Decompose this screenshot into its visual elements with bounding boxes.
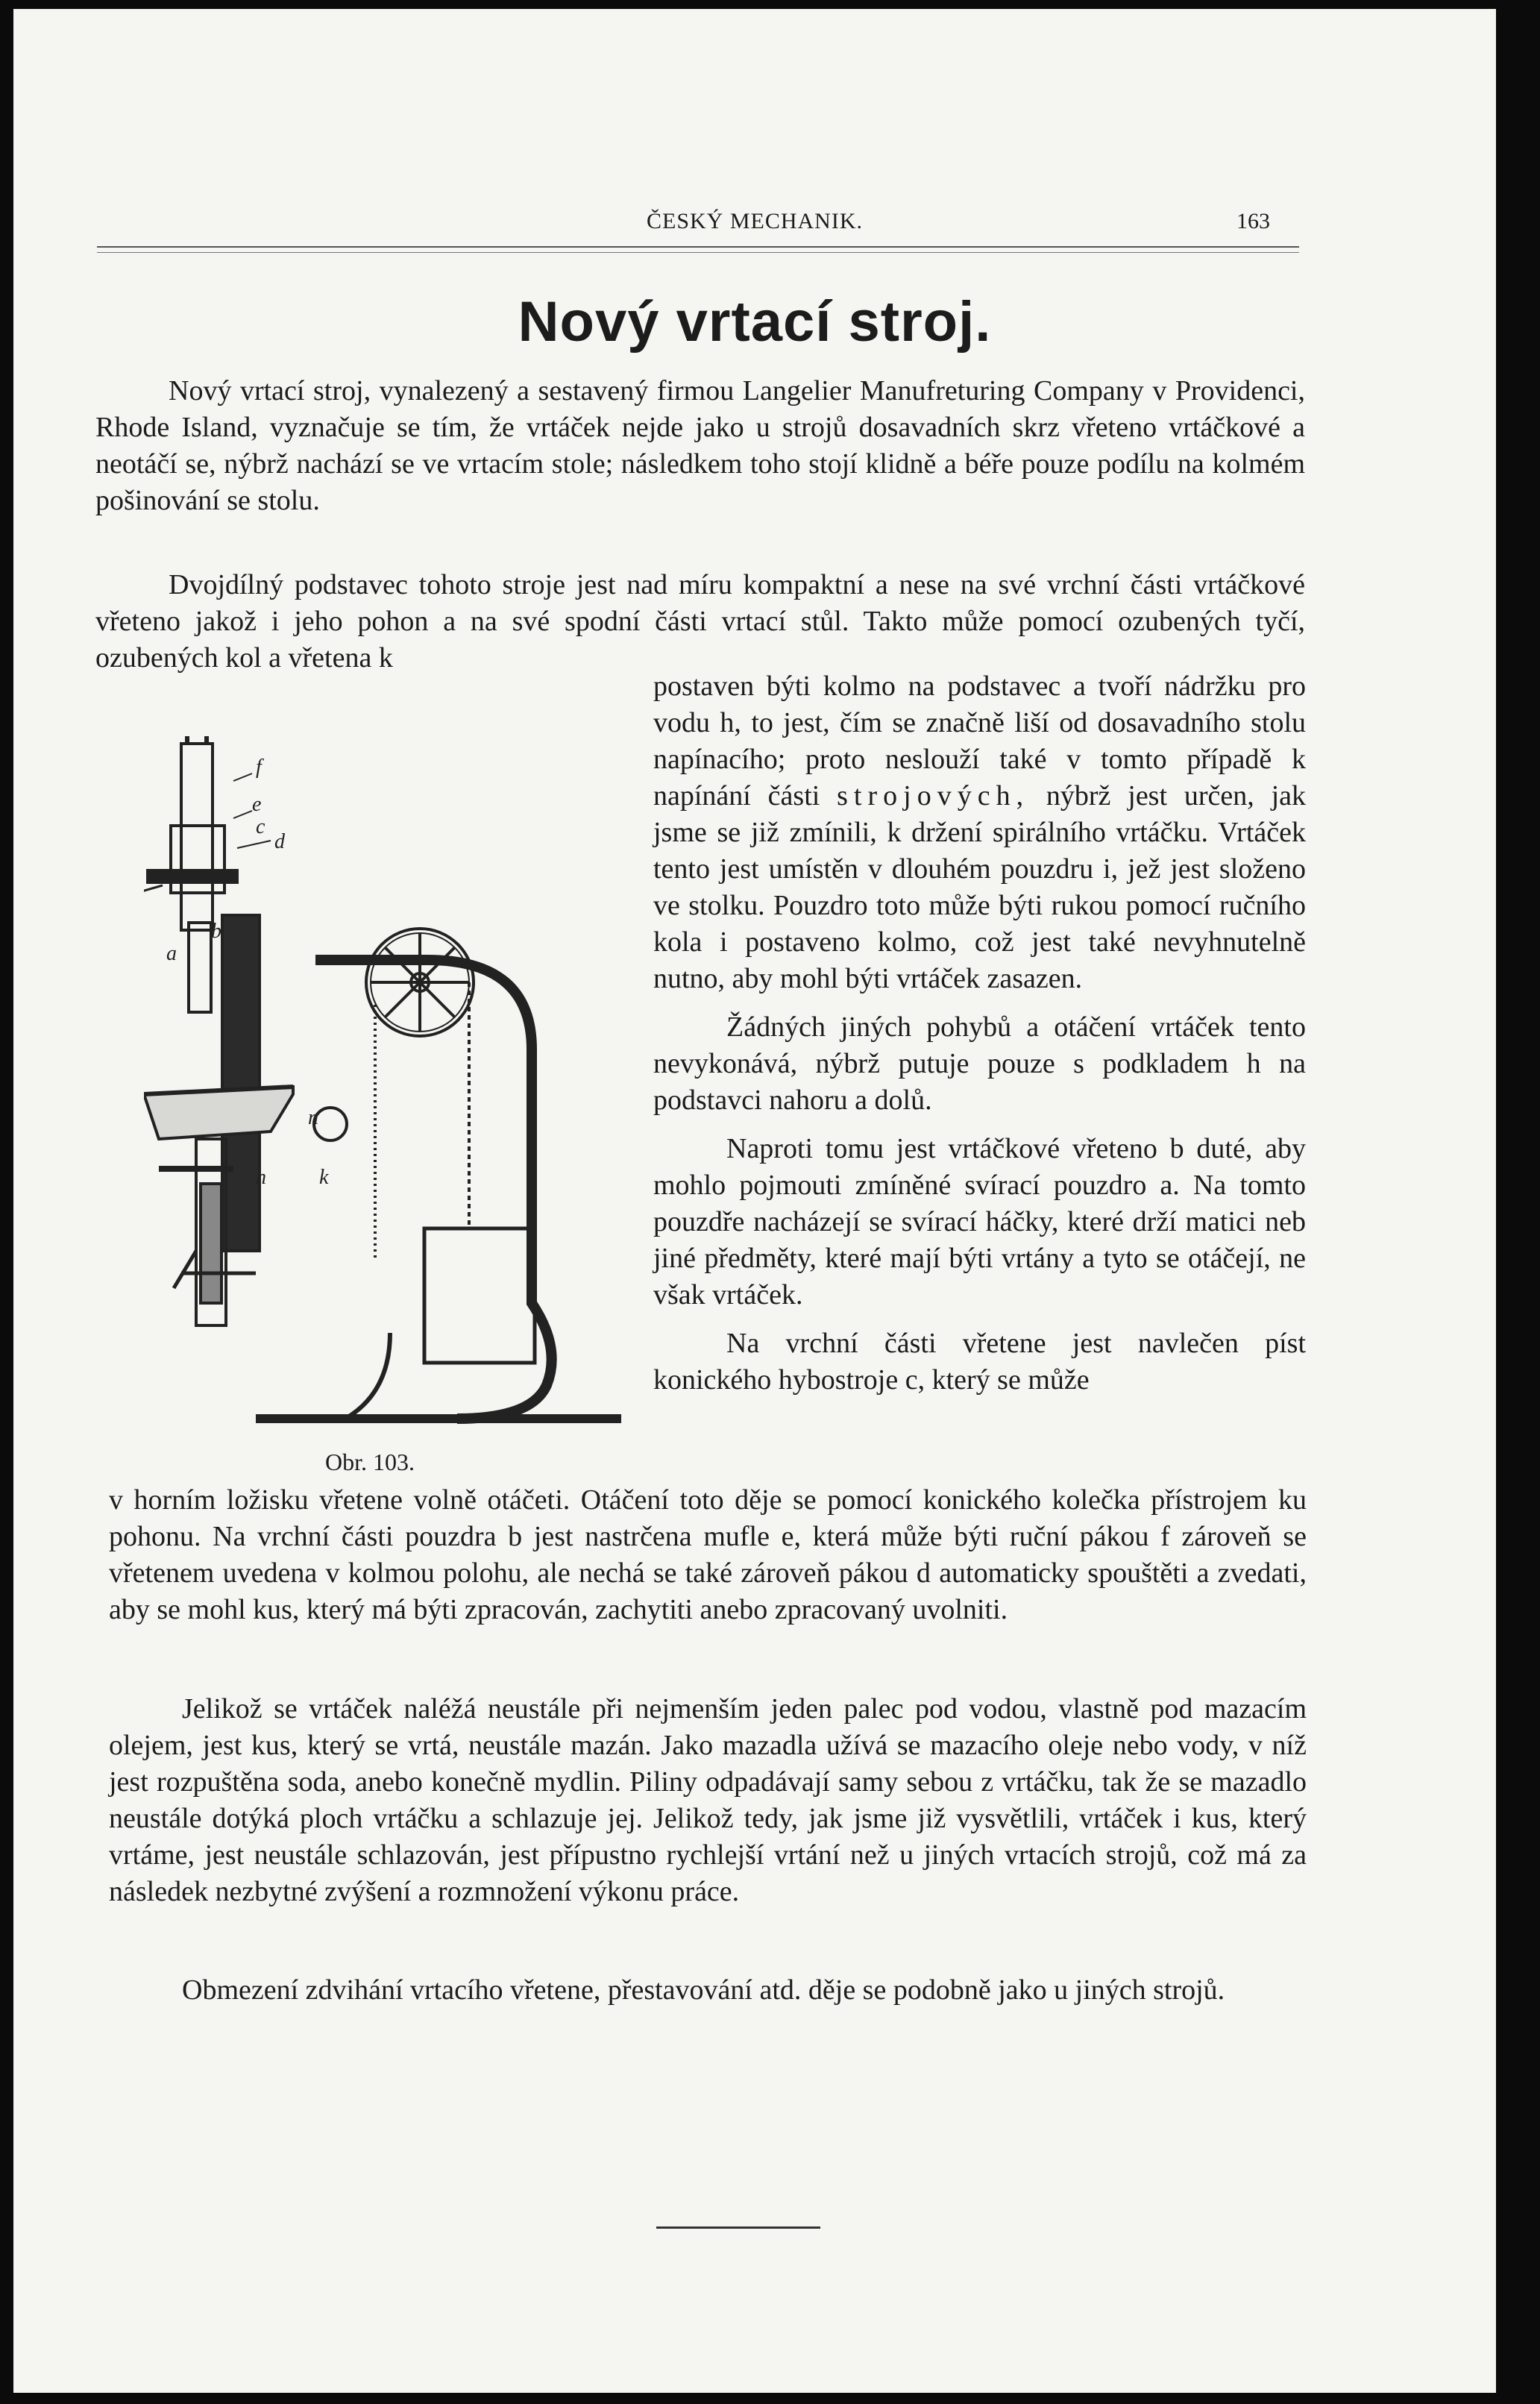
label-a: a <box>166 942 177 965</box>
paragraph-lubrication: Jelikož se vrtáček naléžá neustále při nejmenším jeden palec pod vodou, vlastně pod mazacím olejem, jest kus, který se vrtá, neustále mazán. Jako mazadla užívá se mazacího oleje nebo vody, v níž jest rozpuštěna soda, anebo konečně mydlin. Piliny odpadávají samy sebou z vrtáčku, tak že se mazadlo neustále dotýká ploch vrtáčku a schlazuje jej. Jelikož tedy, jak jsme již vysvětlili, vrtáček i kus, který vrtáme, jest neustále schlazován, jest přípustno rychlejší vrtání než u jiných vrtacích strojů, což má za následek nezbytné zvýšení a rozmnožení výkonu práce. <box>109 1693 1307 1907</box>
drilling-machine-figure <box>144 736 636 1430</box>
column-paragraph-motion: Žádných jiných pohybů a otáčení vrtáček tento nevykonává, nýbrž putuje pouze s podkladem h na podstavci nahoru a dolů. <box>653 1011 1306 1116</box>
page-number: 163 <box>1236 209 1270 233</box>
page <box>13 9 1496 2393</box>
label-k: k <box>319 1166 329 1189</box>
paragraph-limits: Obmezení zdvihání vrtacího vřetene, přestavování atd. děje se podobně jako u jiných strojů. <box>182 1974 1225 2006</box>
end-rule <box>656 2226 820 2229</box>
label-e: e <box>252 793 262 816</box>
column-paragraph-table <box>653 668 1306 997</box>
figure-caption: Obr. 103. <box>325 1449 415 1475</box>
header-rule <box>97 246 1299 253</box>
label-d: d <box>274 830 285 853</box>
label-c: c <box>256 815 265 838</box>
paragraph-intro: Nový vrtací stroj, vynalezený a sestavený firmou Langelier Manufreturing Company v Providenci, Rhode Island, vyznačuje se tím, že vrtáček nejde jako u strojů dosavadních skrz vřeteno vrtáčkové a neotáčí se, nýbrž nachází se ve vrtacím stole; následkem toho stojí klidně a béře pouze podílu na kolmém pošinování se stolu. <box>95 375 1305 516</box>
running-head: ČESKÝ MECHANIK. <box>646 209 863 233</box>
article-title: Nový vrtací stroj. <box>518 290 992 354</box>
label-b: b <box>211 920 221 943</box>
label-f: f <box>256 756 262 779</box>
paragraph-after-figure: v horním ložisku vřetene volně otáčeti. Otáčení toto děje se pomocí konického kolečka přístrojem ku pohonu. Na vrchní části pouzdra b jest nastrčena mufle e, která může býti ruční pákou f zároveň se vřetenem uvedena v kolmou polohu, ale nechá se také zároveň pákou d automaticky spouštěti a zvedati, aby se mohl kus, který má býti zpracován, zachytiti anebo zpracovaný uvolniti. <box>109 1484 1307 1625</box>
text-column <box>653 668 1306 1410</box>
spaced-word: strojových, <box>837 780 1030 812</box>
label-n: n <box>308 1106 318 1129</box>
paragraph-base: Dvojdílný podstavec tohoto stroje jest nad míru kompaktní a nese na své vrchní části vrtáčkové vřeteno jakož i jeho pohon a na své spodní části vrtací stůl. Takto může pomocí ozubených tyčí, ozubených kol a vřetena k <box>95 569 1305 674</box>
column-text-b: nýbrž jest určen, jak jsme se již zmínili, k držení spirálního vrtáčku. Vrtáček tento jest umístěn v dlouhém pouzdru i, jež jest složeno ve stolku. Pouzdro toto může býti rukou pomocí ručního kola i postaveno kolmo, což jest také nevyhnutelně nutno, aby mohl býti vrtáček zasazen. <box>653 780 1306 994</box>
column-text-a: postaven býti kolmo na podstavec a tvoří nádržku pro vodu h, to jest, čím se značně liší od dosavadního stolu napínacího; proto neslouží také v tomto případě k napínání části <box>653 671 1306 812</box>
label-h: h <box>256 1166 266 1189</box>
column-paragraph-spindle: Naproti tomu jest vrtáčkové vřeteno b duté, aby mohlo pojmouti zmíněné svírací pouzdro a. Na tomto pouzdře nacházejí se svírací háčky, které drží matici neb jiné předměty, které mají býti vrtány a tyto se otáčejí, ne však vrtáček. <box>653 1133 1306 1311</box>
column-paragraph-piston: Na vrchní části vřetene jest navlečen píst konického hybostroje c, který se může <box>653 1328 1306 1396</box>
